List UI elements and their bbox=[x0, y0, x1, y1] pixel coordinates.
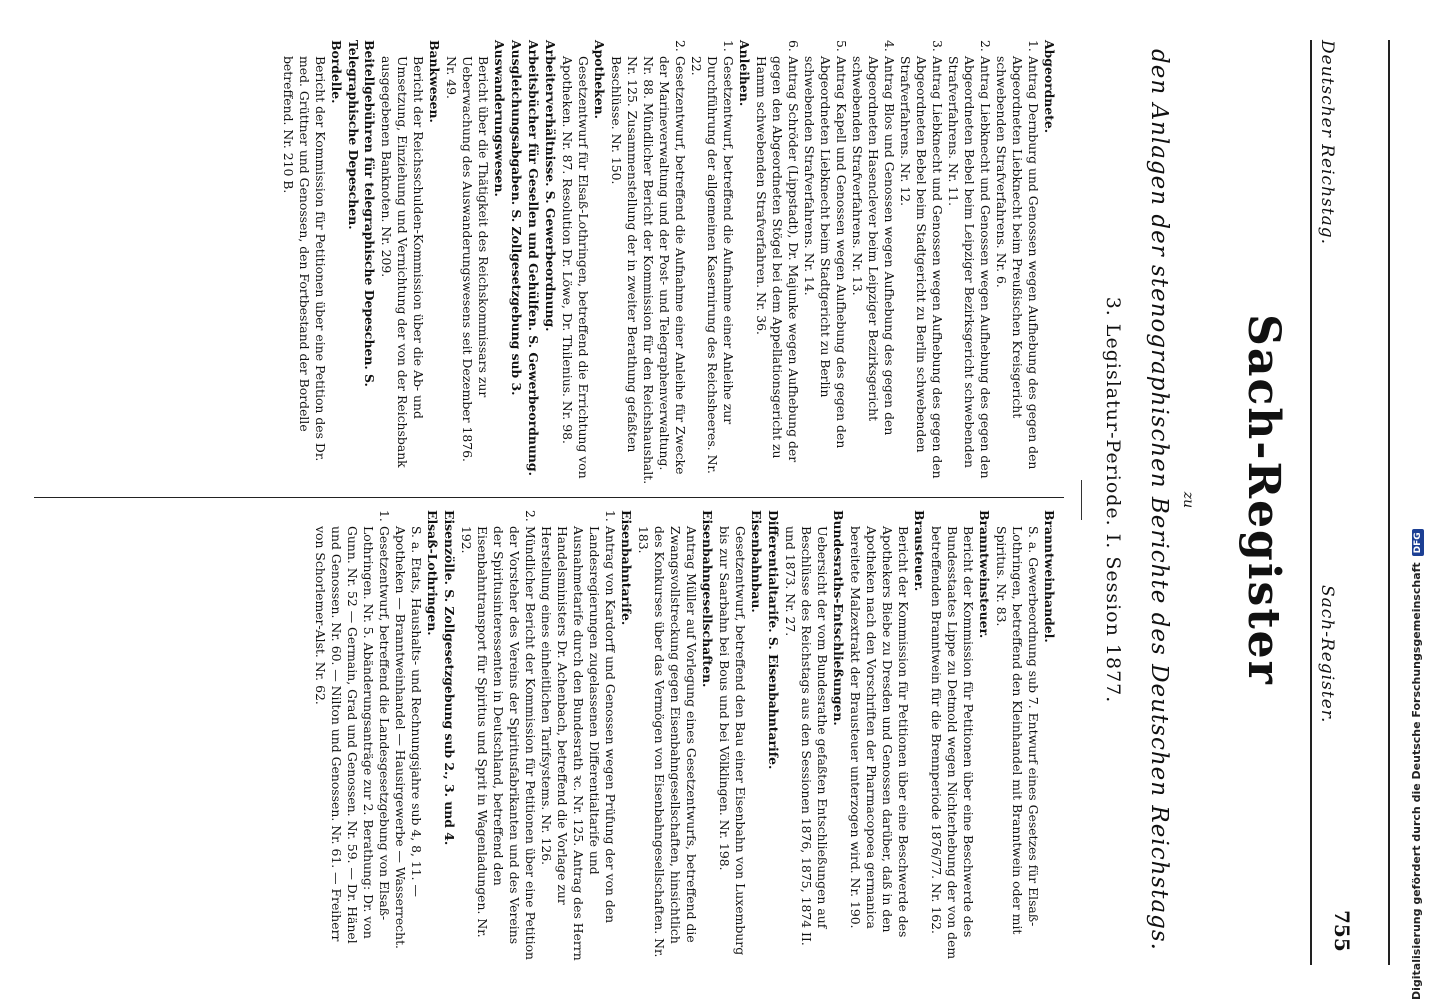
item-number: 1. bbox=[1026, 40, 1041, 52]
item-text: Antrag von Kardorff und Genossen wegen Prüfung der von den Landesregierungen zugelassenen Differentialtarife und Ausnahmetarife durch den Bundesrath ꝛc. Nr. 125. Antrag des Herrn Handelsministers Dr. Achenbach, betreffend die Vorlage zur Herstellung eines einheitlichen Tarifsystems. Nr. 126. bbox=[539, 526, 618, 961]
register-entry bbox=[525, 40, 541, 485]
entry-heading: Bundesraths-Entschließungen. bbox=[831, 510, 846, 726]
title-rule bbox=[1081, 480, 1082, 520]
page-subtitle: den Anlagen der stenographischen Berichte des Deutschen Reichstags. bbox=[1146, 48, 1172, 951]
entry-item bbox=[392, 510, 424, 965]
entry-heading: Bankwesen. bbox=[427, 40, 442, 123]
item-number: 2. bbox=[673, 40, 688, 52]
register-entry bbox=[508, 40, 524, 485]
item-number: 1. bbox=[377, 510, 392, 522]
entry-heading: Anleihen. bbox=[737, 40, 752, 107]
register-entry bbox=[782, 510, 846, 965]
title-zu: zu bbox=[1180, 491, 1196, 509]
register-entry bbox=[280, 40, 344, 485]
item-text: Bericht der Kommission für Petitionen über eine Beschwerde des Bundesstaates Lippe zu Detmold wegen Nichterhebung der von dem betreffenden Branntwein für die Brennperiode 1876/77. Nr. 162. bbox=[929, 526, 976, 960]
entry-item bbox=[849, 40, 897, 485]
item-number: 4. bbox=[882, 40, 897, 52]
entry-item bbox=[312, 510, 392, 965]
entry-heading: Elsaß-Lothringen. bbox=[425, 510, 440, 636]
register-entry bbox=[542, 40, 558, 485]
left-column bbox=[279, 40, 1057, 485]
header-rule bbox=[1310, 40, 1312, 965]
item-number: 1. bbox=[721, 40, 736, 52]
item-text: Antrag Liebknecht und Genossen wegen Aufhebung des gegen den Abgeordneten Bebel beim Stadtgericht zu Berlin schwebenden Strafverfahrens. Nr. 12. bbox=[898, 56, 945, 479]
entry-item bbox=[716, 510, 748, 965]
entry-heading: Brausteuer. bbox=[912, 510, 927, 592]
entry-heading: Apotheken. bbox=[592, 40, 607, 119]
item-text: Bericht der Kommission für Petitionen über eine Petition des Dr. med. Grüttner und Genossen, den Fortbestand der Bordelle betreffend. Nr. 210 B. bbox=[281, 56, 328, 462]
entry-item bbox=[608, 40, 688, 485]
column-divider bbox=[34, 497, 1064, 498]
entry-item bbox=[847, 510, 911, 965]
item-text: S. a. Etats, Haushalts- und Rechnungsjahre sub 4, 8, 11. — Apotheken — Branntweinhandel — Hausirgewerbe — Wasserrecht. bbox=[393, 526, 424, 949]
item-text: Gesetzentwurf für Elsaß-Lothringen, betreffend die Errichtung von Apotheken. Nr. 87. Resolution Dr. Löwe, Dr. Thilenius. Nr. 98. bbox=[560, 56, 591, 479]
item-number: 3. bbox=[930, 40, 945, 52]
register-entry bbox=[458, 510, 634, 965]
item-text: Gesetzentwurf, betreffend die Aufnahme einer Anleihe zur Durchführung der allgemeinen Kasernirung des Reichsheeres. Nr. 22. bbox=[689, 56, 736, 474]
item-text: Bericht über die Thätigkeit des Reichskommissars zur Ueberwachung des Auswanderungswesens seit Dezember 1876. Nr. 49. bbox=[444, 56, 491, 462]
entry-heading: Eisenbahntarife. bbox=[619, 510, 634, 626]
entry-item bbox=[993, 40, 1041, 485]
item-number: 2. bbox=[523, 510, 538, 522]
entry-item bbox=[782, 510, 830, 965]
entry-item bbox=[635, 510, 699, 965]
register-entry bbox=[345, 40, 377, 485]
entry-item bbox=[280, 40, 328, 485]
register-entry bbox=[928, 510, 992, 965]
register-entry bbox=[443, 40, 507, 485]
entry-heading: Arbeiterverhältnisse. S. Gewerbeordnung. bbox=[543, 40, 558, 332]
entry-item bbox=[688, 40, 736, 485]
register-entry bbox=[608, 40, 752, 485]
entry-heading: Eisenzölle. S. Zollgesetzgebung sub 2., 3. und 4. bbox=[442, 510, 457, 846]
entry-heading: Abgeordnete. bbox=[1042, 40, 1057, 134]
legislative-period: 3. Legislatur-Periode. I. Session 1877. bbox=[1102, 296, 1124, 704]
register-entry bbox=[441, 510, 457, 965]
entry-heading: Arbeitsbücher für Gesellen und Gehülfen. S. Gewerbeordnung. bbox=[526, 40, 541, 476]
running-header-left: Deutscher Reichstag. bbox=[1317, 40, 1337, 245]
entry-heading: Beitellgebühren für telegraphische Depeschen. S. Telegraphische Depeschen. bbox=[346, 40, 377, 387]
entry-item bbox=[378, 40, 426, 485]
digitization-credit bbox=[1410, 0, 1430, 1000]
running-header-right: Sach-Register. bbox=[1317, 585, 1337, 724]
item-number: 6. bbox=[786, 40, 801, 52]
entry-item bbox=[993, 510, 1041, 965]
item-text: Bericht der Kommission für Petitionen über eine Beschwerde des Apothekers Biebe zu Dresden und Genossen darüber, daß in den Apotheken nach den Vorschriften der Pharmacopoea germanica bereitete Malzextrakt der Brausteuer unterzogen wird. Nr. 190. bbox=[848, 526, 911, 938]
register-entry bbox=[635, 510, 715, 965]
entry-heading: Branntweinhandel. bbox=[1042, 510, 1057, 643]
entry-item bbox=[559, 40, 591, 485]
item-number: 5. bbox=[834, 40, 849, 52]
item-number: 1. bbox=[603, 510, 618, 522]
register-entry bbox=[847, 510, 927, 965]
entry-item bbox=[753, 40, 801, 485]
register-entry bbox=[559, 40, 607, 485]
item-text: Gesetzentwurf, betreffend die Aufnahme einer Anleihe für Zwecke der Marineverwaltung und der Post- und Telegraphenverwaltung. Nr. 88. Mündlicher Bericht der Kommission für den Reichshaushalt. Nr. 125. Zusammenstellung der in zweiter Berathung gefaßten Beschlüsse. Nr. 150. bbox=[609, 56, 688, 485]
entry-item bbox=[538, 510, 618, 965]
entry-item bbox=[801, 40, 849, 485]
entry-heading: Eisenbahnbau. bbox=[749, 510, 764, 613]
item-text: Uebersicht der vom Bundesrathe gefaßten Entschließungen auf Beschlüsse des Reichstags aus den Sessionen 1876, 1875, 1874 II. und 1873. Nr. 27. bbox=[783, 526, 830, 946]
entry-heading: Eisenbahngesellschaften. bbox=[700, 510, 715, 688]
register-entry bbox=[765, 510, 781, 965]
register-entry bbox=[312, 510, 440, 965]
item-text: Gesetzentwurf, betreffend den Bau einer Eisenbahn von Luxemburg bis zur Saarbahn bei Bous und bei Völklingen. Nr. 198. bbox=[717, 526, 748, 956]
entry-item bbox=[458, 510, 538, 965]
right-column bbox=[311, 510, 1057, 965]
item-text: Antrag Dernburg und Genossen wegen Aufhebung des gegen den Abgeordneten Liebknecht beim Preußischen Kreisgericht schwebenden Strafverfahrens. Nr. 6. bbox=[994, 56, 1041, 470]
item-text: Antrag Blos und Genossen wegen Aufhebung des gegen den Abgeordneten Hasenclever beim Leipziger Bezirksgericht schwebenden Strafverfahrens. Nr. 13. bbox=[850, 56, 897, 436]
item-text: Antrag Liebknecht und Genossen wegen Aufhebung des gegen den Abgeordneten Bebel beim Leipziger Bezirksgericht schwebenden Strafverfahrens. Nr. 11. bbox=[946, 56, 993, 479]
entry-heading: Differentialtarife. S. Eisenbahntarife. bbox=[766, 510, 781, 770]
entry-item bbox=[443, 40, 491, 485]
item-text: Mündlicher Bericht der Kommission für Petitionen über eine Petition der Vorsteher des Vereins der Spiritusfabrikanten und des Vereins der Spiritusinteressenten in Deutschland, betreffend den Eisenbahntransport für Spiritus und Sprit in Wagenladungen. Nr. 192. bbox=[459, 526, 538, 961]
dfg-logo: DFG bbox=[1412, 529, 1424, 556]
item-text: S. a. Gewerbeordnung sub 7. Entwurf eines Gesetzes für Elsaß-Lothringen, betreffend den Kleinhandel mit Branntwein oder mit Spiritus. Nr. 83. bbox=[994, 526, 1041, 935]
page-title: Sach-Register bbox=[1238, 314, 1289, 686]
page-number: 755 bbox=[1330, 910, 1354, 952]
entry-item bbox=[897, 40, 945, 485]
item-text: Antrag Müller auf Vorlegung eines Gesetzentwurfs, betreffend die Zwangsvollstreckung gegen Eisenbahngesellschaften, hinsichtlich des Konkurses über das Vermögen von Eisenbahngesellschaften. Nr. 183. bbox=[636, 526, 699, 958]
register-entry bbox=[753, 40, 1057, 485]
register-entry bbox=[378, 40, 442, 485]
entry-item bbox=[945, 40, 993, 485]
item-text: Antrag Schröder (Lippstadt), Dr. Majunke wegen Aufhebung der gegen den Abgeordneten Stögel bei dem Appellationsgericht zu Hamm schwebenden Strafverfahren. Nr. 36. bbox=[754, 56, 801, 463]
credit-text: Digitalisierung gefördert durch die Deutsche Forschungsgemeinschaft bbox=[1410, 562, 1423, 1000]
entry-heading: Ausgleichungsabgaben. S. Zollgesetzgebung sub 3. bbox=[509, 40, 524, 396]
entry-item bbox=[928, 510, 976, 965]
item-text: Bericht der Reichsschulden-Kommission über die Ab- und Umsetzung, Einziehung und Vernichtung der von der Reichsbank ausgegebenen Banknoten. Nr. 209. bbox=[379, 56, 426, 468]
entry-heading: Bordelle. bbox=[329, 40, 344, 104]
entry-heading: Branntweinsteuer. bbox=[977, 510, 992, 639]
top-rule bbox=[1388, 40, 1390, 965]
item-text: Antrag Kapell und Genossen wegen Aufhebung des gegen den Abgeordneten Liebknecht beim Stadtgericht zu Berlin schwebenden Strafverfahrens. Nr. 14. bbox=[802, 56, 849, 449]
entry-heading: Auswanderungswesen. bbox=[492, 40, 507, 197]
item-number: 2. bbox=[978, 40, 993, 52]
register-entry bbox=[716, 510, 764, 965]
register-entry bbox=[993, 510, 1057, 965]
item-text: Gesetzentwurf, betreffend die Landesgesetzgebung von Elsaß-Lothringen. Nr. 5. Abänderungsanträge zur 2. Berathung: Dr. von Gunn. Nr. 52 — Germain, Grad und Genossen. Nr. 59. — Dr. Hänel und Genossen. Nr. 60. — Nilton und Genossen. Nr. 61. — Freiherr von Schorlemer-Alst. Nr. 62. bbox=[313, 526, 392, 944]
